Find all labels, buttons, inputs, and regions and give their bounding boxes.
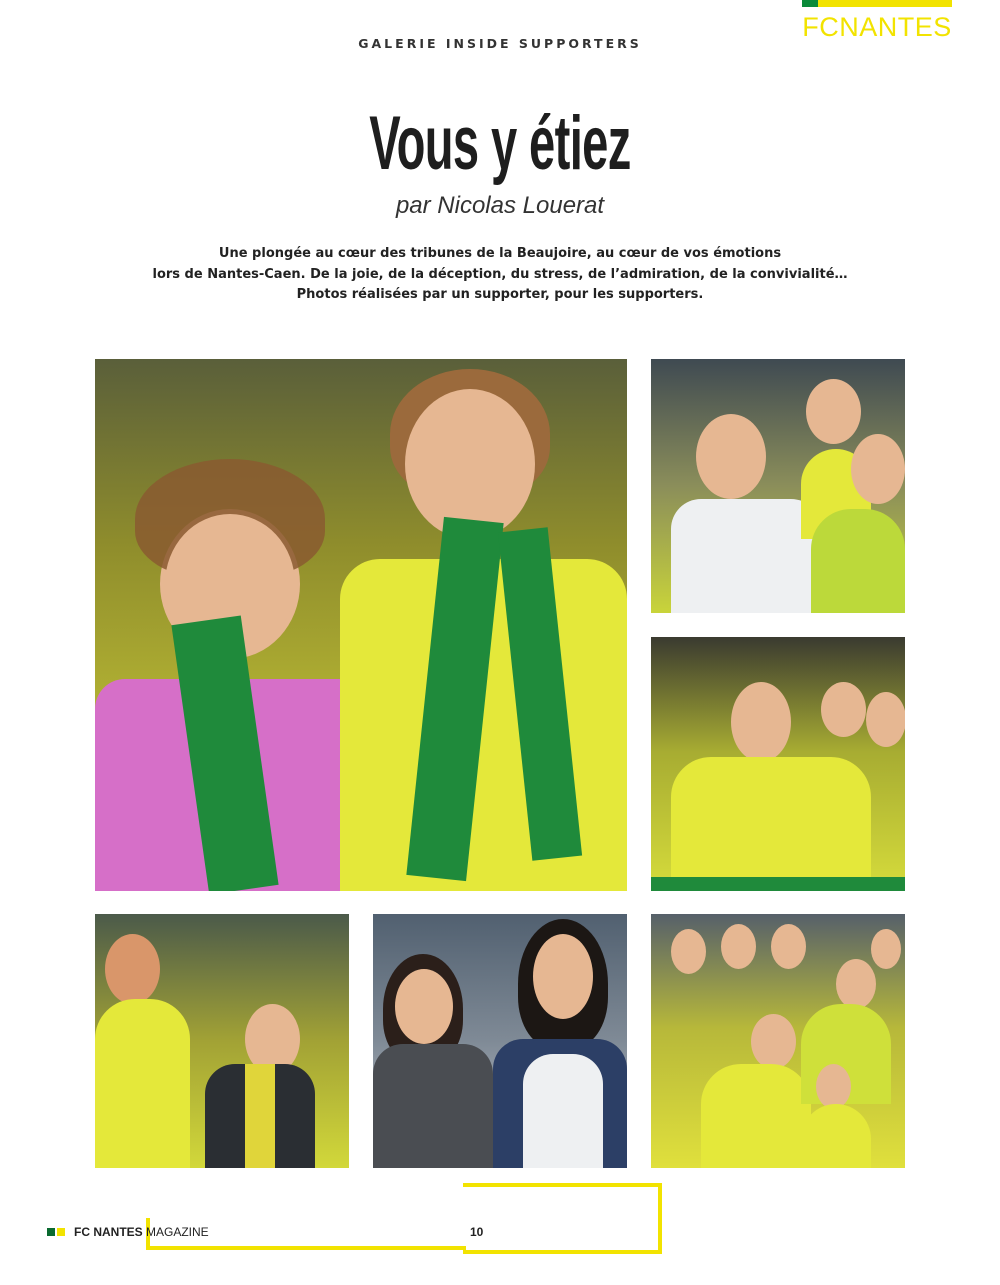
footer-magazine-rest: MAGAZINE <box>142 1225 209 1239</box>
photo-stressed-fan-and-kids <box>651 359 905 613</box>
footer-frame-bottom <box>146 1246 466 1250</box>
footer-magazine-name <box>74 1225 209 1239</box>
section-kicker: GALERIE INSIDE SUPPORTERS <box>358 36 642 51</box>
brand-bar-green <box>802 0 818 7</box>
photo-cheering-fans <box>95 914 349 1168</box>
lead-line: Photos réalisées par un supporter, pour les supporters. <box>296 287 704 302</box>
photo-smiling-women <box>373 914 627 1168</box>
footer-logo-icon <box>47 1228 65 1236</box>
brand-color-bar <box>802 0 952 7</box>
page-number: 10 <box>470 1225 484 1239</box>
brand-name: FCNANTES <box>802 12 952 42</box>
article-lead <box>0 244 1000 306</box>
footer-magazine-bold: FC NANTES <box>74 1225 143 1239</box>
article-byline: par Nicolas Louerat <box>395 192 605 219</box>
lead-line: lors de Nantes-Caen. De la joie, de la déception, du stress, de l’admiration, de la convivialité… <box>152 266 848 282</box>
footer-logo-yellow <box>57 1228 65 1236</box>
brand-bar-yellow <box>818 0 952 7</box>
footer-logo-green <box>47 1228 55 1236</box>
article-title: Vous y étiez <box>369 101 631 186</box>
footer-frame <box>463 1183 662 1254</box>
photo-shouting-fan-and-child <box>651 637 905 891</box>
lead-line: Une plongée au cœur des tribunes de la Beaujoire, au cœur de vos émotions <box>218 246 782 261</box>
photo-fans-in-stands <box>651 914 905 1168</box>
photo-girls-with-scarves <box>95 359 627 891</box>
